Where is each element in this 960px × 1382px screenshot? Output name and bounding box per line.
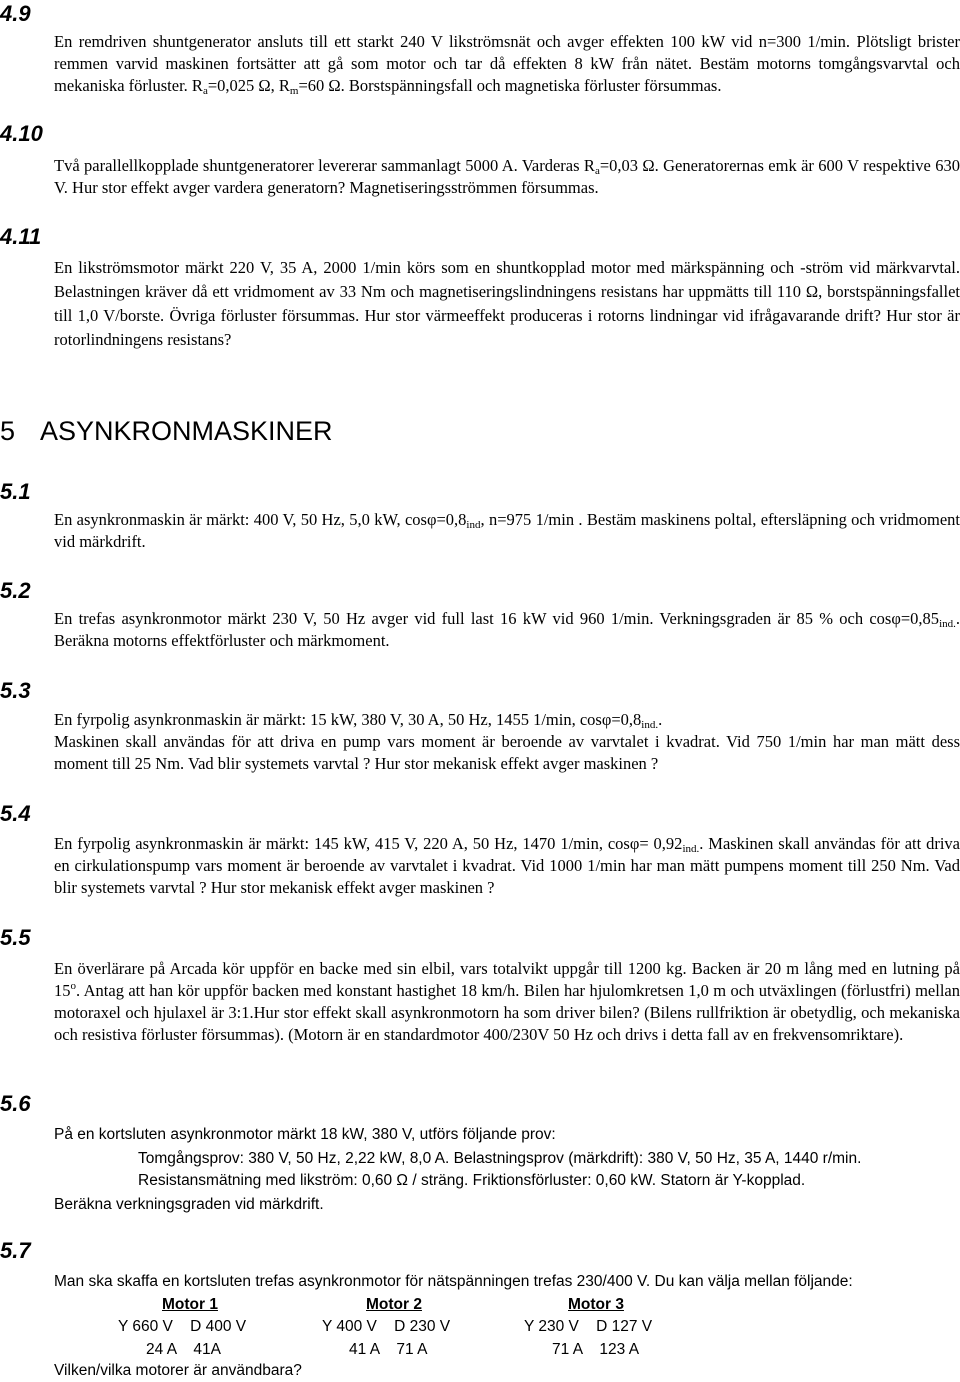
problem-5-4-text xyxy=(54,833,960,899)
chapter-title: ASYNKRONMASKINER xyxy=(40,416,333,446)
motor-2-voltage: Y 400 V D 230 V xyxy=(322,1318,451,1335)
superscript: o xyxy=(70,980,76,992)
text-part: En fyrpolig asynkronmaskin är märkt: 15 kW, 380 V, 30 A, 50 Hz, 1455 1/min, cosφ=0,8 xyxy=(54,710,642,729)
text-part: =0,025 Ω, R xyxy=(207,76,290,95)
text-part: En fyrpolig asynkronmaskin är märkt: 145 kW, 415 V, 220 A, 50 Hz, 1470 1/min, cosφ= 0,92 xyxy=(54,834,683,853)
text-part: En asynkronmaskin är märkt: 400 V, 50 Hz, 5,0 kW, cosφ=0,8 xyxy=(54,510,467,529)
problem-4-10-text xyxy=(54,155,960,199)
chapter-heading xyxy=(0,415,333,447)
motor-1-current: 24 A 41A xyxy=(146,1341,221,1358)
text-part: =0,03 Ω. Generatorernas emk är 600 V respektive 630 V. Hur stor effekt avger vardera generatorn? Magnetiseringsströmmen försummas. xyxy=(54,156,960,197)
text-part: , n=975 1/min . Bestäm maskinens poltal, eftersläpning och vridmoment vid märkdrift. xyxy=(54,510,960,551)
text-part: . Beräkna motorns effektförluster och märkmoment. xyxy=(54,609,960,650)
motor-2-header: Motor 2 xyxy=(366,1296,422,1313)
problem-number-4-11: 4.11 xyxy=(0,224,42,249)
text-part: Två parallellkopplade shuntgeneratorer levererar sammanlagt 5000 A. Varderas R xyxy=(54,156,595,175)
problem-5-7-intro: Man ska skaffa en kortsluten trefas asynkronmotor för nätspänningen trefas 230/400 V. Du kan välja mellan följande: xyxy=(54,1273,853,1290)
problem-5-5-text xyxy=(54,958,960,1046)
motor-3-voltage: Y 230 V D 127 V xyxy=(524,1318,653,1335)
text-part: . Maskinen skall användas för att driva en cirkulationspump vars moment är beroende av varvtalet i kvadrat. Vid 1000 1/min har man mätt pumpens moment till 250 Nm. Vad blir systemets varvtal ? Hur stor mekanisk effekt avger maskinen ? xyxy=(54,834,960,897)
subscript: m xyxy=(289,85,299,97)
motor-3-header: Motor 3 xyxy=(568,1296,624,1313)
motor-2-current: 41 A 71 A xyxy=(349,1341,428,1358)
problem-5-6-outro: Beräkna verkningsgraden vid märkdrift. xyxy=(54,1196,324,1213)
text-part: . Antag att han kör uppför backen med konstant hastighet 18 km/h. Bilen har hjulomkretsen 1,0 m och utväxlingen (förlustfri) mellan motoraxel och hjulaxel är 3:1.Hur stor effekt skall asynkronmotorn ha som driver bilen? (Bilens rullfriktion är obetydlig, och mekaniska och resistiva förluster försummas). (Motorn är en standardmotor 400/230V 50 Hz och drivs i detta fall av en frekvensomriktare). xyxy=(54,981,960,1044)
motor-3-current: 71 A 123 A xyxy=(552,1341,640,1358)
subscript: a xyxy=(594,165,600,177)
subscript: a xyxy=(202,85,208,97)
text-part: Maskinen skall användas för att driva en pump vars moment är beroende av varvtalet i kvadrat. Vid 750 1/min har man mätt dess moment till 25 Nm. Vad blir systemets varvtal ? Hur stor mekanisk effekt avger maskinen ? xyxy=(54,732,960,773)
problem-5-6-line2: Resistansmätning med likström: 0,60 Ω / sträng. Friktionsförluster: 0,60 kW. Statorn är Y-kopplad. xyxy=(138,1172,806,1189)
text-part: En remdriven shuntgenerator ansluts till ett starkt 240 V likströmsnät och avger effekten 100 kW vid n=300 1/min. Plötsligt brister remmen varvid maskinen fortsätter att gå som motor och tar då effekten 8 kW från nätet. Bestäm motorns tomgångsvarvtal och mekaniska förluster. R xyxy=(54,32,960,95)
motor-1-header: Motor 1 xyxy=(162,1296,218,1313)
text-part: =60 Ω. Borstspänningsfall och magnetiska förluster försummas. xyxy=(298,76,722,95)
problem-5-6-line1: Tomgångsprov: 380 V, 50 Hz, 2,22 kW, 8,0 A. Belastningsprov (märkdrift): 380 V, 50 Hz, 35 A, 1440 r/min. xyxy=(138,1150,862,1167)
problem-number-5-3: 5.3 xyxy=(0,678,31,703)
problem-number-5-7: 5.7 xyxy=(0,1238,31,1263)
motor-1-voltage: Y 660 V D 400 V xyxy=(118,1318,247,1335)
problem-number-5-2: 5.2 xyxy=(0,578,31,603)
problem-5-6-intro: På en kortsluten asynkronmotor märkt 18 kW, 380 V, utförs följande prov: xyxy=(54,1126,556,1143)
problem-number-5-5: 5.5 xyxy=(0,925,31,950)
problem-5-2-text xyxy=(54,608,960,652)
text-part: En överlärare på Arcada kör uppför en backe med sin elbil, vars totalvikt uppgår till 1200 kg. Backen är 20 m lång med en lutning på 15 xyxy=(54,959,960,1000)
problem-4-11-text: En likströmsmotor märkt 220 V, 35 A, 2000 1/min körs som en shuntkopplad motor med märkspänning och -ström vid märkvarvtal. Belastningen kräver då ett vridmoment av 33 Nm och magnetiseringslindningens resistans har uppmätts till 110 Ω, borstspänningsfallet till 1,0 V/borste. Övriga förluster försummas. Hur stor värmeeffekt produceras i rotorns lindningar vid ifrågavarande drift? Hur stor är rotorlindningens resistans? xyxy=(54,258,960,349)
subscript: ind xyxy=(466,519,481,531)
problem-number-5-4: 5.4 xyxy=(0,801,31,826)
problem-5-7-question: Vilken/vilka motorer är användbara? xyxy=(54,1362,302,1379)
subscript: ind. xyxy=(682,843,700,855)
subscript: ind. xyxy=(641,719,659,731)
text-part: En trefas asynkronmotor märkt 230 V, 50 Hz avger vid full last 16 kW vid 960 1/min. Verkningsgraden är 85 % och cosφ=0,85 xyxy=(54,609,940,628)
chapter-number: 5 xyxy=(0,416,16,446)
problem-number-4-9: 4.9 xyxy=(0,1,31,26)
problem-number-5-1: 5.1 xyxy=(0,479,31,504)
problem-number-5-6: 5.6 xyxy=(0,1091,31,1116)
problem-5-3-text xyxy=(54,709,960,775)
subscript: ind. xyxy=(939,618,956,630)
problem-4-9-text xyxy=(54,31,960,97)
text-part: . xyxy=(658,710,663,729)
problem-5-1-text xyxy=(54,509,960,553)
problem-number-4-10: 4.10 xyxy=(0,121,43,146)
